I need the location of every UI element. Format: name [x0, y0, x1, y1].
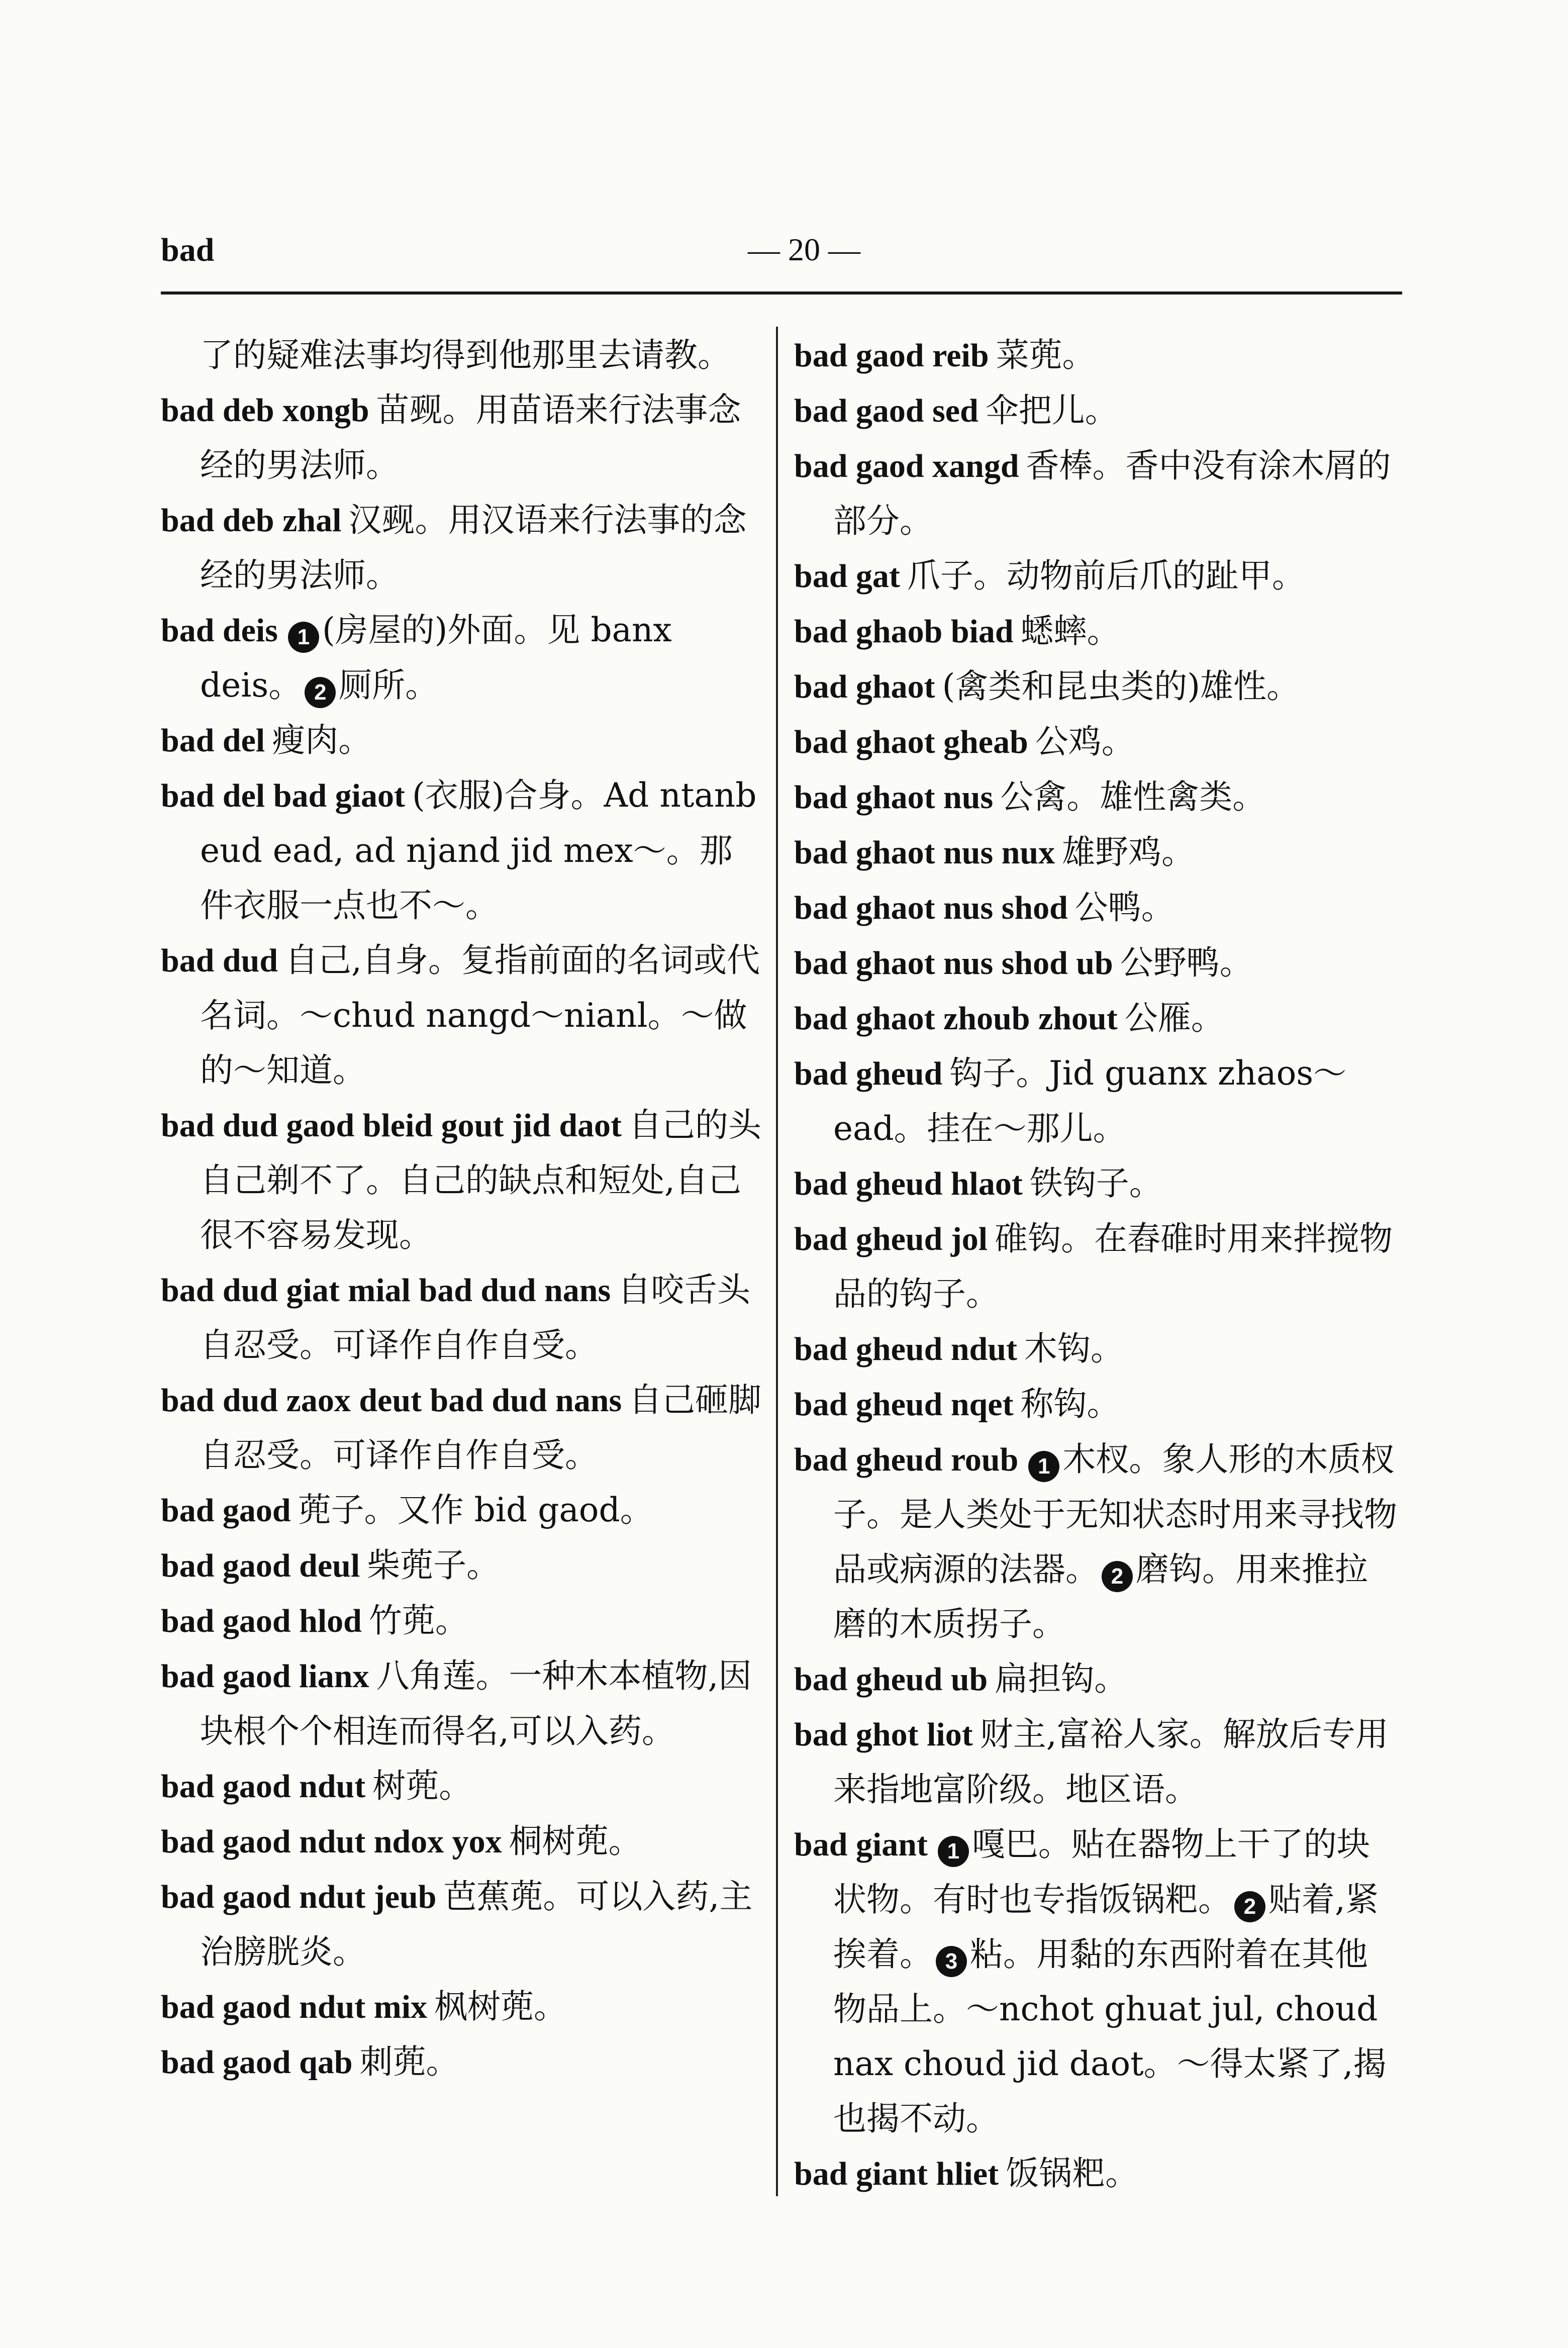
- dictionary-entry: [794, 714, 1397, 769]
- entry-headword: bad gaod lianx: [161, 1658, 369, 1695]
- entry-headword: bad gheud ndut: [794, 1331, 1017, 1367]
- entry-headword: bad gheud jol: [794, 1221, 988, 1257]
- entry-definition: 桐树蔸。: [509, 1822, 642, 1861]
- entry-headword: bad giant: [794, 1826, 928, 1863]
- entry-headword: bad ghaot gheab: [794, 724, 1028, 760]
- entry-headword: bad gheud roub: [794, 1441, 1019, 1478]
- entry-definition: 芭蕉蔸。可以入药,主治膀胱炎。: [200, 1877, 753, 1971]
- entry-definition: 扁担钩。: [995, 1659, 1128, 1698]
- dictionary-entry: [161, 1538, 764, 1593]
- entry-definition: 八角莲。一种木本植物,因块根个个相连而得名,可以入药。: [200, 1656, 752, 1750]
- dictionary-entry: [794, 1211, 1397, 1321]
- entry-definition: 财主,富裕人家。解放后专用来指地富阶级。地区语。: [833, 1715, 1389, 1809]
- entry-definition: 木钩。: [1024, 1329, 1124, 1368]
- entry-definition: 木杈。象人形的木质杈子。是人类处于无知状态时用来寻找物品或病源的法器。: [833, 1440, 1397, 1589]
- entry-definition: (禽类和昆虫类的)雄性。: [942, 667, 1300, 706]
- dictionary-entry: [161, 1758, 764, 1814]
- sense-number-2: 2: [1234, 1891, 1265, 1922]
- entry-headword: bad ghot liot: [794, 1716, 973, 1753]
- entry-definition: 雄野鸡。: [1062, 833, 1195, 871]
- dictionary-entry: [161, 713, 764, 768]
- dictionary-entry: [794, 991, 1397, 1046]
- entry-definition: 自己的头自己剃不了。自己的缺点和短处,自己很不容易发现。: [200, 1106, 762, 1254]
- dictionary-entry: [794, 935, 1397, 991]
- entry-definition: 公鸭。: [1074, 888, 1174, 927]
- entry-definition: 称钩。: [1020, 1385, 1120, 1423]
- page-number: — 20 —: [748, 232, 860, 267]
- dictionary-entry: [794, 383, 1397, 438]
- entry-headword: bad gaod deul: [161, 1547, 360, 1584]
- entry-definition: 贴着,紧挨着。: [833, 1880, 1379, 1974]
- entry-headword: bad ghaot: [794, 668, 935, 705]
- entry-headword: bad gaod hlod: [161, 1603, 362, 1639]
- entry-definition: 公禽。雄性禽类。: [1000, 777, 1266, 816]
- dictionary-entry: [794, 604, 1397, 659]
- entry-headword: bad gaod ndut ndox yox: [161, 1823, 502, 1860]
- entry-definition: 枫树蔸。: [434, 1987, 567, 2026]
- continued-definition: 了的疑难法事均得到他那里去请教。: [200, 336, 731, 374]
- dictionary-entry: [161, 382, 764, 493]
- dictionary-entry: [161, 1648, 764, 1758]
- dictionary-entry: [161, 933, 764, 1098]
- entry-headword: bad del bad giaot: [161, 777, 405, 814]
- entry-definition: 竹蔸。: [368, 1601, 468, 1640]
- entry-definition: 蟋蟀。: [1020, 612, 1120, 650]
- dictionary-entry: [794, 2146, 1397, 2201]
- entry-headword: bad deb xongb: [161, 392, 369, 429]
- entry-headword: bad ghaot nus shod ub: [794, 945, 1113, 982]
- dictionary-entry: [161, 1098, 764, 1262]
- sense-number-1: 1: [288, 622, 319, 653]
- entry-definition: 公雁。: [1124, 999, 1224, 1037]
- entry-definition: 公野鸭。: [1120, 943, 1253, 982]
- entry-headword: bad del: [161, 722, 265, 759]
- dictionary-entry: [794, 1707, 1397, 1817]
- column-divider: [776, 327, 778, 2196]
- entry-definition: (房屋的)外面。见 banx deis。: [200, 611, 672, 705]
- entry-definition: 苗觋。用苗语来行法事念经的男法师。: [200, 390, 741, 484]
- sense-number-1: 1: [938, 1836, 969, 1867]
- entry-definition: 自己砸脚自忍受。可译作自作自受。: [200, 1381, 762, 1475]
- entry-definition: 铁钩子。: [1029, 1164, 1162, 1203]
- entry-headword: bad gaod xangd: [794, 448, 1019, 484]
- dictionary-entry: [794, 769, 1397, 825]
- dictionary-entry: [161, 1814, 764, 1869]
- dictionary-entry: [794, 1651, 1397, 1707]
- entry-headword: bad gheud hlaot: [794, 1165, 1023, 1202]
- right-column: [794, 328, 1397, 2201]
- dictionary-entry: [794, 825, 1397, 880]
- header-headword: bad: [161, 232, 215, 268]
- header-rule: [161, 291, 1402, 295]
- entry-definition: (衣服)合身。Ad ntanb eud ead, ad njand jid mex～。那件衣服一点也不～。: [200, 776, 757, 925]
- dictionary-entry: [794, 1432, 1397, 1651]
- dictionary-entry: [161, 1869, 764, 1979]
- dictionary-entry: [794, 1377, 1397, 1432]
- dictionary-entry: [161, 603, 764, 713]
- entry-headword: bad gaod ndut mix: [161, 1989, 428, 2025]
- entry-headword: bad ghaot nus nux: [794, 834, 1055, 871]
- entry-headword: bad ghaob biad: [794, 613, 1014, 650]
- dictionary-entry: [161, 1593, 764, 1648]
- entry-headword: bad gaod reib: [794, 337, 989, 374]
- dictionary-entry: [794, 1046, 1397, 1156]
- running-header: [161, 221, 1402, 291]
- entry-headword: bad ghaot nus: [794, 779, 994, 816]
- dictionary-entry: [161, 493, 764, 603]
- entry-definition: 树蔸。: [372, 1767, 472, 1805]
- entry-headword: bad gheud: [794, 1055, 943, 1092]
- entry-definition: 自己,自身。复指前面的名词或代名词。～chud nangd～nianl。～做的～知道。: [200, 941, 760, 1090]
- dictionary-entry: [794, 1817, 1397, 2146]
- entry-headword: bad deb zhal: [161, 502, 342, 539]
- entry-headword: bad giant hliet: [794, 2156, 999, 2192]
- entry-definition: 刺蔸。: [359, 2042, 459, 2081]
- entry-headword: bad ghaot nus shod: [794, 890, 1068, 926]
- entry-definition: 公鸡。: [1035, 722, 1135, 761]
- entry-headword: bad gheud nqet: [794, 1386, 1014, 1423]
- entry-definition: 嘎巴。贴在器物上干了的块状物。有时也专指饭锅粑。: [833, 1825, 1370, 1919]
- entry-definition: 粘。用黏的东西附着在其他物品上。～nchot ghuat jul, choud nax choud jid daot。～得太紧了,揭也揭不动。: [833, 1935, 1387, 2138]
- entry-headword: bad dud zaox deut bad dud nans: [161, 1382, 622, 1419]
- entry-definition: 磨钩。用来推拉磨的木质拐子。: [833, 1550, 1368, 1643]
- dictionary-entry: [794, 880, 1397, 935]
- entry-headword: bad dud: [161, 942, 278, 979]
- dictionary-entry: [794, 328, 1397, 383]
- entry-definition: 爪子。动物前后爪的趾甲。: [907, 556, 1305, 595]
- entry-definition: 碓钩。在舂碓时用来拌搅物品的钩子。: [833, 1219, 1393, 1313]
- dictionary-entry: [161, 1979, 764, 2034]
- sense-number-1: 1: [1028, 1451, 1059, 1482]
- dictionary-entry: [161, 1483, 764, 1538]
- dictionary-entry: [794, 438, 1397, 548]
- entry-headword: bad gat: [794, 558, 900, 595]
- dictionary-entry: [161, 768, 764, 933]
- entry-definition: 自咬舌头自忍受。可译作自作自受。: [200, 1270, 751, 1364]
- dictionary-entry: [794, 548, 1397, 604]
- sense-number-2: 2: [305, 677, 336, 708]
- dictionary-entry: [794, 1156, 1397, 1211]
- entry-headword: bad gheud ub: [794, 1661, 988, 1698]
- entry-headword: bad gaod: [161, 1492, 291, 1529]
- entry-headword: bad gaod ndut jeub: [161, 1879, 437, 1915]
- dictionary-entry: [794, 659, 1397, 714]
- entry-headword: bad ghaot zhoub zhout: [794, 1000, 1118, 1037]
- sense-number-3: 3: [936, 1946, 967, 1977]
- entry-definition: 蔸子。又作 bid gaod。: [298, 1491, 653, 1529]
- entry-definition: 瘦肉。: [272, 721, 372, 759]
- entry-definition: 钩子。Jid guanx zhaos～ead。挂在～那儿。: [833, 1054, 1347, 1148]
- dictionary-entry: [794, 1321, 1397, 1377]
- entry-definition: 汉觋。用汉语来行法事的念经的男法师。: [200, 501, 747, 595]
- entry-definition: 菜蔸。: [996, 336, 1096, 374]
- dictionary-entry: [161, 1373, 764, 1483]
- dictionary-entry: [161, 2034, 764, 2090]
- entry-headword: bad dud gaod bleid gout jid daot: [161, 1107, 622, 1144]
- left-column: [161, 328, 764, 2090]
- entry-headword: bad gaod sed: [794, 393, 978, 429]
- entry-headword: bad gaod qab: [161, 2044, 353, 2081]
- entry-definition: 饭锅粑。: [1006, 2154, 1139, 2193]
- entry-headword: bad gaod ndut: [161, 1768, 366, 1805]
- dictionary-entry: [161, 1262, 764, 1373]
- entry-headword: bad deis: [161, 612, 278, 649]
- entry-definition: 柴蔸子。: [367, 1546, 500, 1585]
- sense-number-2: 2: [1102, 1561, 1133, 1592]
- entry-definition: 香棒。香中没有涂木屑的部分。: [833, 446, 1391, 540]
- entry-headword: bad dud giat mial bad dud nans: [161, 1272, 611, 1309]
- entry-definition: 伞把儿。: [985, 391, 1118, 430]
- entry-definition: 厕所。: [339, 666, 439, 705]
